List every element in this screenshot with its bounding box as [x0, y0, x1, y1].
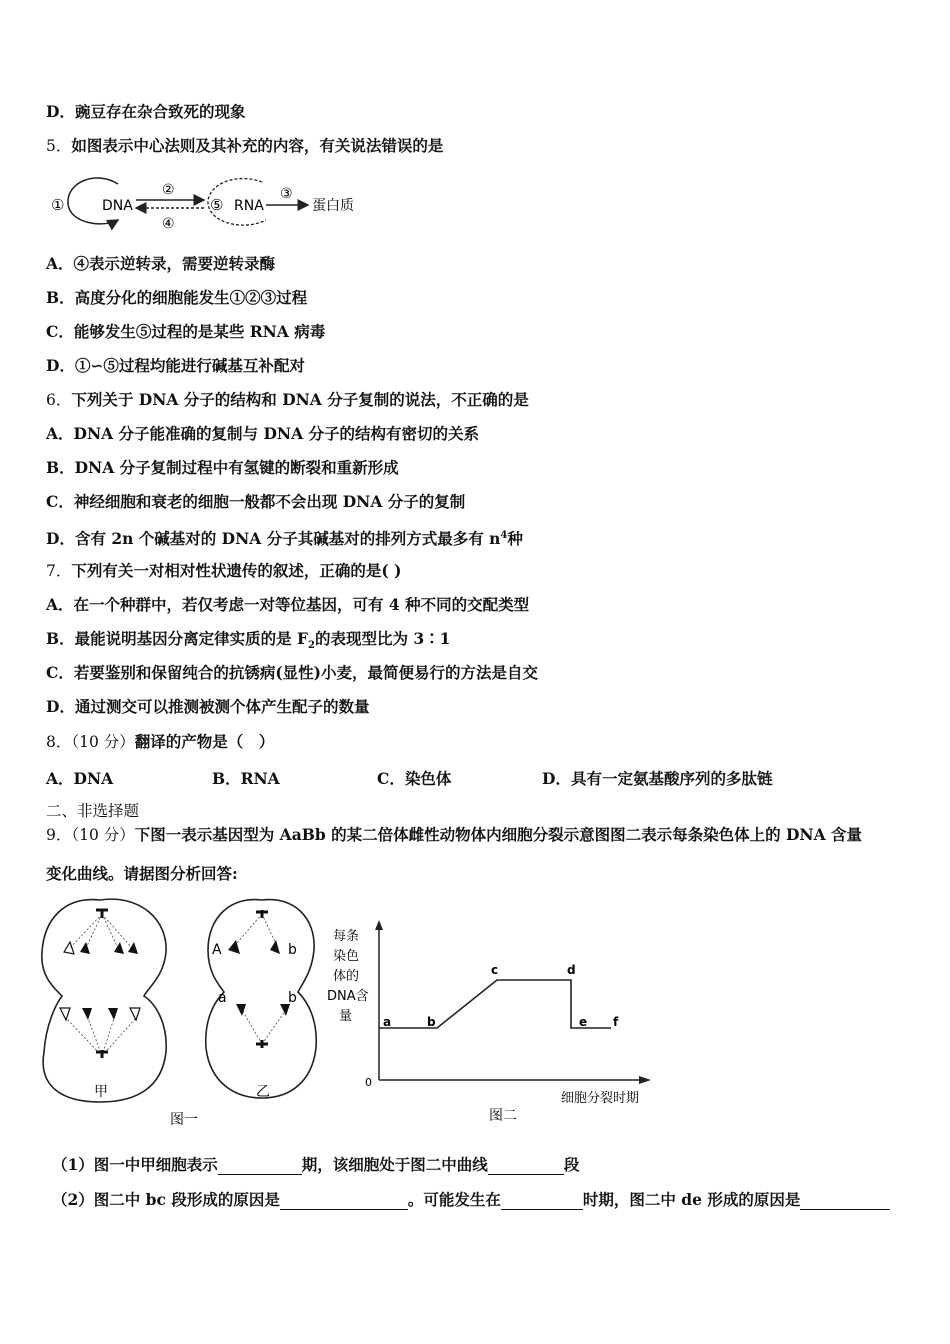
- cell-yi-chromosomes-bottom: [236, 1004, 290, 1016]
- q5-stem: [46, 136, 443, 156]
- q9-sub2-blank2[interactable]: [501, 1193, 583, 1210]
- q6-number: 6．: [46, 391, 72, 409]
- x-axis-arrow: [639, 1076, 651, 1084]
- x-axis-label: 细胞分裂时期: [561, 1091, 640, 1106]
- q5-option-b: B．高度分化的细胞能发生①②③过程: [46, 288, 308, 307]
- q9-stem-text-1: 下图一表示基因型为 AaBb 的某二倍体雌性动物体内细胞分裂示意图图二表示每条染色体上的 DNA 含量: [134, 825, 863, 844]
- q6-option-d-post: 种: [507, 529, 523, 549]
- q9-sub1: [52, 1155, 579, 1175]
- q9-sub1-blank1[interactable]: [218, 1158, 302, 1175]
- cell-yi-spindle-bottom: [242, 1010, 286, 1044]
- q9-sub2-blank3[interactable]: [800, 1193, 890, 1210]
- rna-label: RNA: [234, 198, 264, 214]
- q6-option-b: B．DNA 分子复制过程中有氢键的断裂和重新形成: [46, 458, 399, 477]
- q5-stem-text: 如图表示中心法则及其补充的内容，有关说法错误的是: [71, 136, 444, 155]
- q5-number: 5．: [46, 137, 72, 155]
- cell-jia-centriole-top: [96, 910, 108, 918]
- figure-1-cell-division: [40, 892, 330, 1132]
- gene-label-a: a: [218, 990, 227, 1006]
- q7-number: 7．: [46, 562, 72, 580]
- q9-sub2: [52, 1190, 890, 1210]
- y-axis-label-line4: DNA含: [327, 989, 369, 1004]
- q9-sub1-part1: （1）图一中甲细胞表示: [52, 1155, 218, 1174]
- q6-option-a: A．DNA 分子能准确的复制与 DNA 分子的结构有密切的关系: [46, 424, 479, 443]
- point-d-label: d: [567, 963, 576, 977]
- figure-2-dna-curve: [325, 918, 665, 1130]
- origin-label: 0: [365, 1076, 372, 1089]
- q8-stem-text: 翻译的产物是（ ）: [134, 732, 275, 751]
- protein-label: 蛋白质: [312, 198, 354, 214]
- q7-option-b-sub: 2: [308, 640, 315, 652]
- q8-score: （10 分）: [71, 733, 135, 751]
- cell-yi-spindle-top: [236, 914, 276, 944]
- q7-option-c: C．若要鉴别和保留纯合的抗锈病(显性)小麦，最简便易行的方法是自交: [46, 663, 539, 682]
- y-axis-label-line2: 染色: [333, 949, 360, 964]
- q9-score: （10 分）: [71, 826, 135, 844]
- cell-yi-chromosomes-top: [228, 940, 280, 954]
- q9-stem-line1: [46, 825, 862, 845]
- y-axis-arrow: [375, 920, 383, 930]
- point-b-label: b: [427, 1015, 436, 1029]
- q9-stem-line2: 变化曲线。请据图分析回答:: [46, 864, 238, 883]
- q6-option-d-sup: 4: [500, 530, 508, 541]
- q6-stem-text: 下列关于 DNA 分子的结构和 DNA 分子复制的说法，不正确的是: [71, 390, 529, 409]
- cell-jia-label: 甲: [94, 1084, 108, 1100]
- process-5-label: ⑤: [210, 196, 224, 214]
- q9-sub1-part2: 期，该细胞处于图二中曲线: [301, 1155, 488, 1174]
- cell-jia-centriole-bottom: [96, 1050, 108, 1058]
- q7-option-d: D．通过测交可以推测被测个体产生配子的数量: [46, 697, 370, 716]
- q9-number: 9．: [46, 826, 72, 844]
- cell-jia-spindle-top: [70, 914, 132, 948]
- q6-option-c: C．神经细胞和衰老的细胞一般都不会出现 DNA 分子的复制: [46, 492, 466, 511]
- cell-jia-chromosomes-top: [64, 942, 138, 954]
- process-2-label: ②: [162, 182, 175, 198]
- q5-option-c: C．能够发生⑤过程的是某些 RNA 病毒: [46, 322, 326, 341]
- gene-label-A: A: [212, 942, 222, 958]
- point-e-label: e: [579, 1015, 588, 1029]
- figure-2-caption: 图二: [489, 1108, 517, 1124]
- q8-option-a: A．DNA: [46, 769, 114, 788]
- q8-option-d: D．具有一定氨基酸序列的多肽链: [542, 769, 773, 788]
- cell-jia-membrane: [42, 899, 166, 1102]
- q7-stem-text: 下列有关一对相对性状遗传的叙述，正确的是( ): [71, 561, 402, 580]
- cell-jia-chromosomes-bottom: [60, 1008, 140, 1020]
- q5-option-d: D．①∽⑤过程均能进行碱基互补配对: [46, 356, 305, 375]
- cell-yi-label: 乙: [256, 1084, 270, 1100]
- q8-stem: [46, 732, 274, 752]
- y-axis-label-line1: 每条: [333, 929, 360, 944]
- central-dogma-diagram: [46, 172, 366, 232]
- cell-yi-centriole-top: [256, 910, 268, 918]
- section-heading: 二、非选择题: [46, 802, 140, 820]
- q8-option-c: C．染色体: [377, 769, 452, 788]
- q9-sub2-part3: 时期，图二中 de 形成的原因是: [582, 1190, 801, 1209]
- point-c-label: c: [491, 963, 499, 977]
- q4-option-d: D．豌豆存在杂合致死的现象: [46, 102, 246, 121]
- q9-sub2-part2: 。可能发生在: [407, 1190, 501, 1209]
- dna-label: DNA: [102, 198, 133, 214]
- q6-option-d-pre: D．含有 2n 个碱基对的 DNA 分子其碱基对的排列方式最多有 n: [46, 529, 501, 549]
- figure-1-caption: 图一: [170, 1112, 198, 1128]
- process-3-label: ③: [280, 186, 293, 202]
- q8-number: 8．: [46, 733, 72, 751]
- q9-sub1-blank2[interactable]: [488, 1158, 564, 1175]
- point-f-label: f: [613, 1015, 619, 1029]
- q6-option-d: [46, 526, 523, 549]
- q9-sub2-blank1[interactable]: [280, 1193, 408, 1210]
- gene-label-b-top: b: [288, 942, 297, 958]
- point-a-label: a: [383, 1015, 392, 1029]
- q7-stem: [46, 561, 401, 581]
- y-axis-label-line5: 量: [339, 1009, 353, 1024]
- q6-stem: [46, 390, 529, 410]
- q7-option-a: A．在一个种群中，若仅考虑一对等位基因，可有 4 种不同的交配类型: [46, 595, 530, 614]
- q7-option-b-post: 的表现型比为 3∶1: [314, 629, 451, 648]
- q9-sub1-part3: 段: [563, 1155, 580, 1174]
- q7-option-b: [46, 629, 450, 656]
- cell-yi-centriole-bottom: [256, 1040, 268, 1048]
- q9-sub2-part1: （2）图二中 bc 段形成的原因是: [52, 1190, 280, 1209]
- y-axis-label-line3: 体的: [333, 969, 360, 984]
- dna-content-curve: [379, 980, 611, 1028]
- q7-option-b-pre: B．最能说明基因分离定律实质的是 F: [46, 629, 309, 648]
- process-1-label: ①: [51, 196, 65, 214]
- q8-option-b: B．RNA: [212, 769, 280, 788]
- process-4-label: ④: [162, 216, 175, 232]
- gene-label-b-bottom: b: [288, 990, 297, 1006]
- q5-option-a: A．④表示逆转录，需要逆转录酶: [46, 254, 276, 273]
